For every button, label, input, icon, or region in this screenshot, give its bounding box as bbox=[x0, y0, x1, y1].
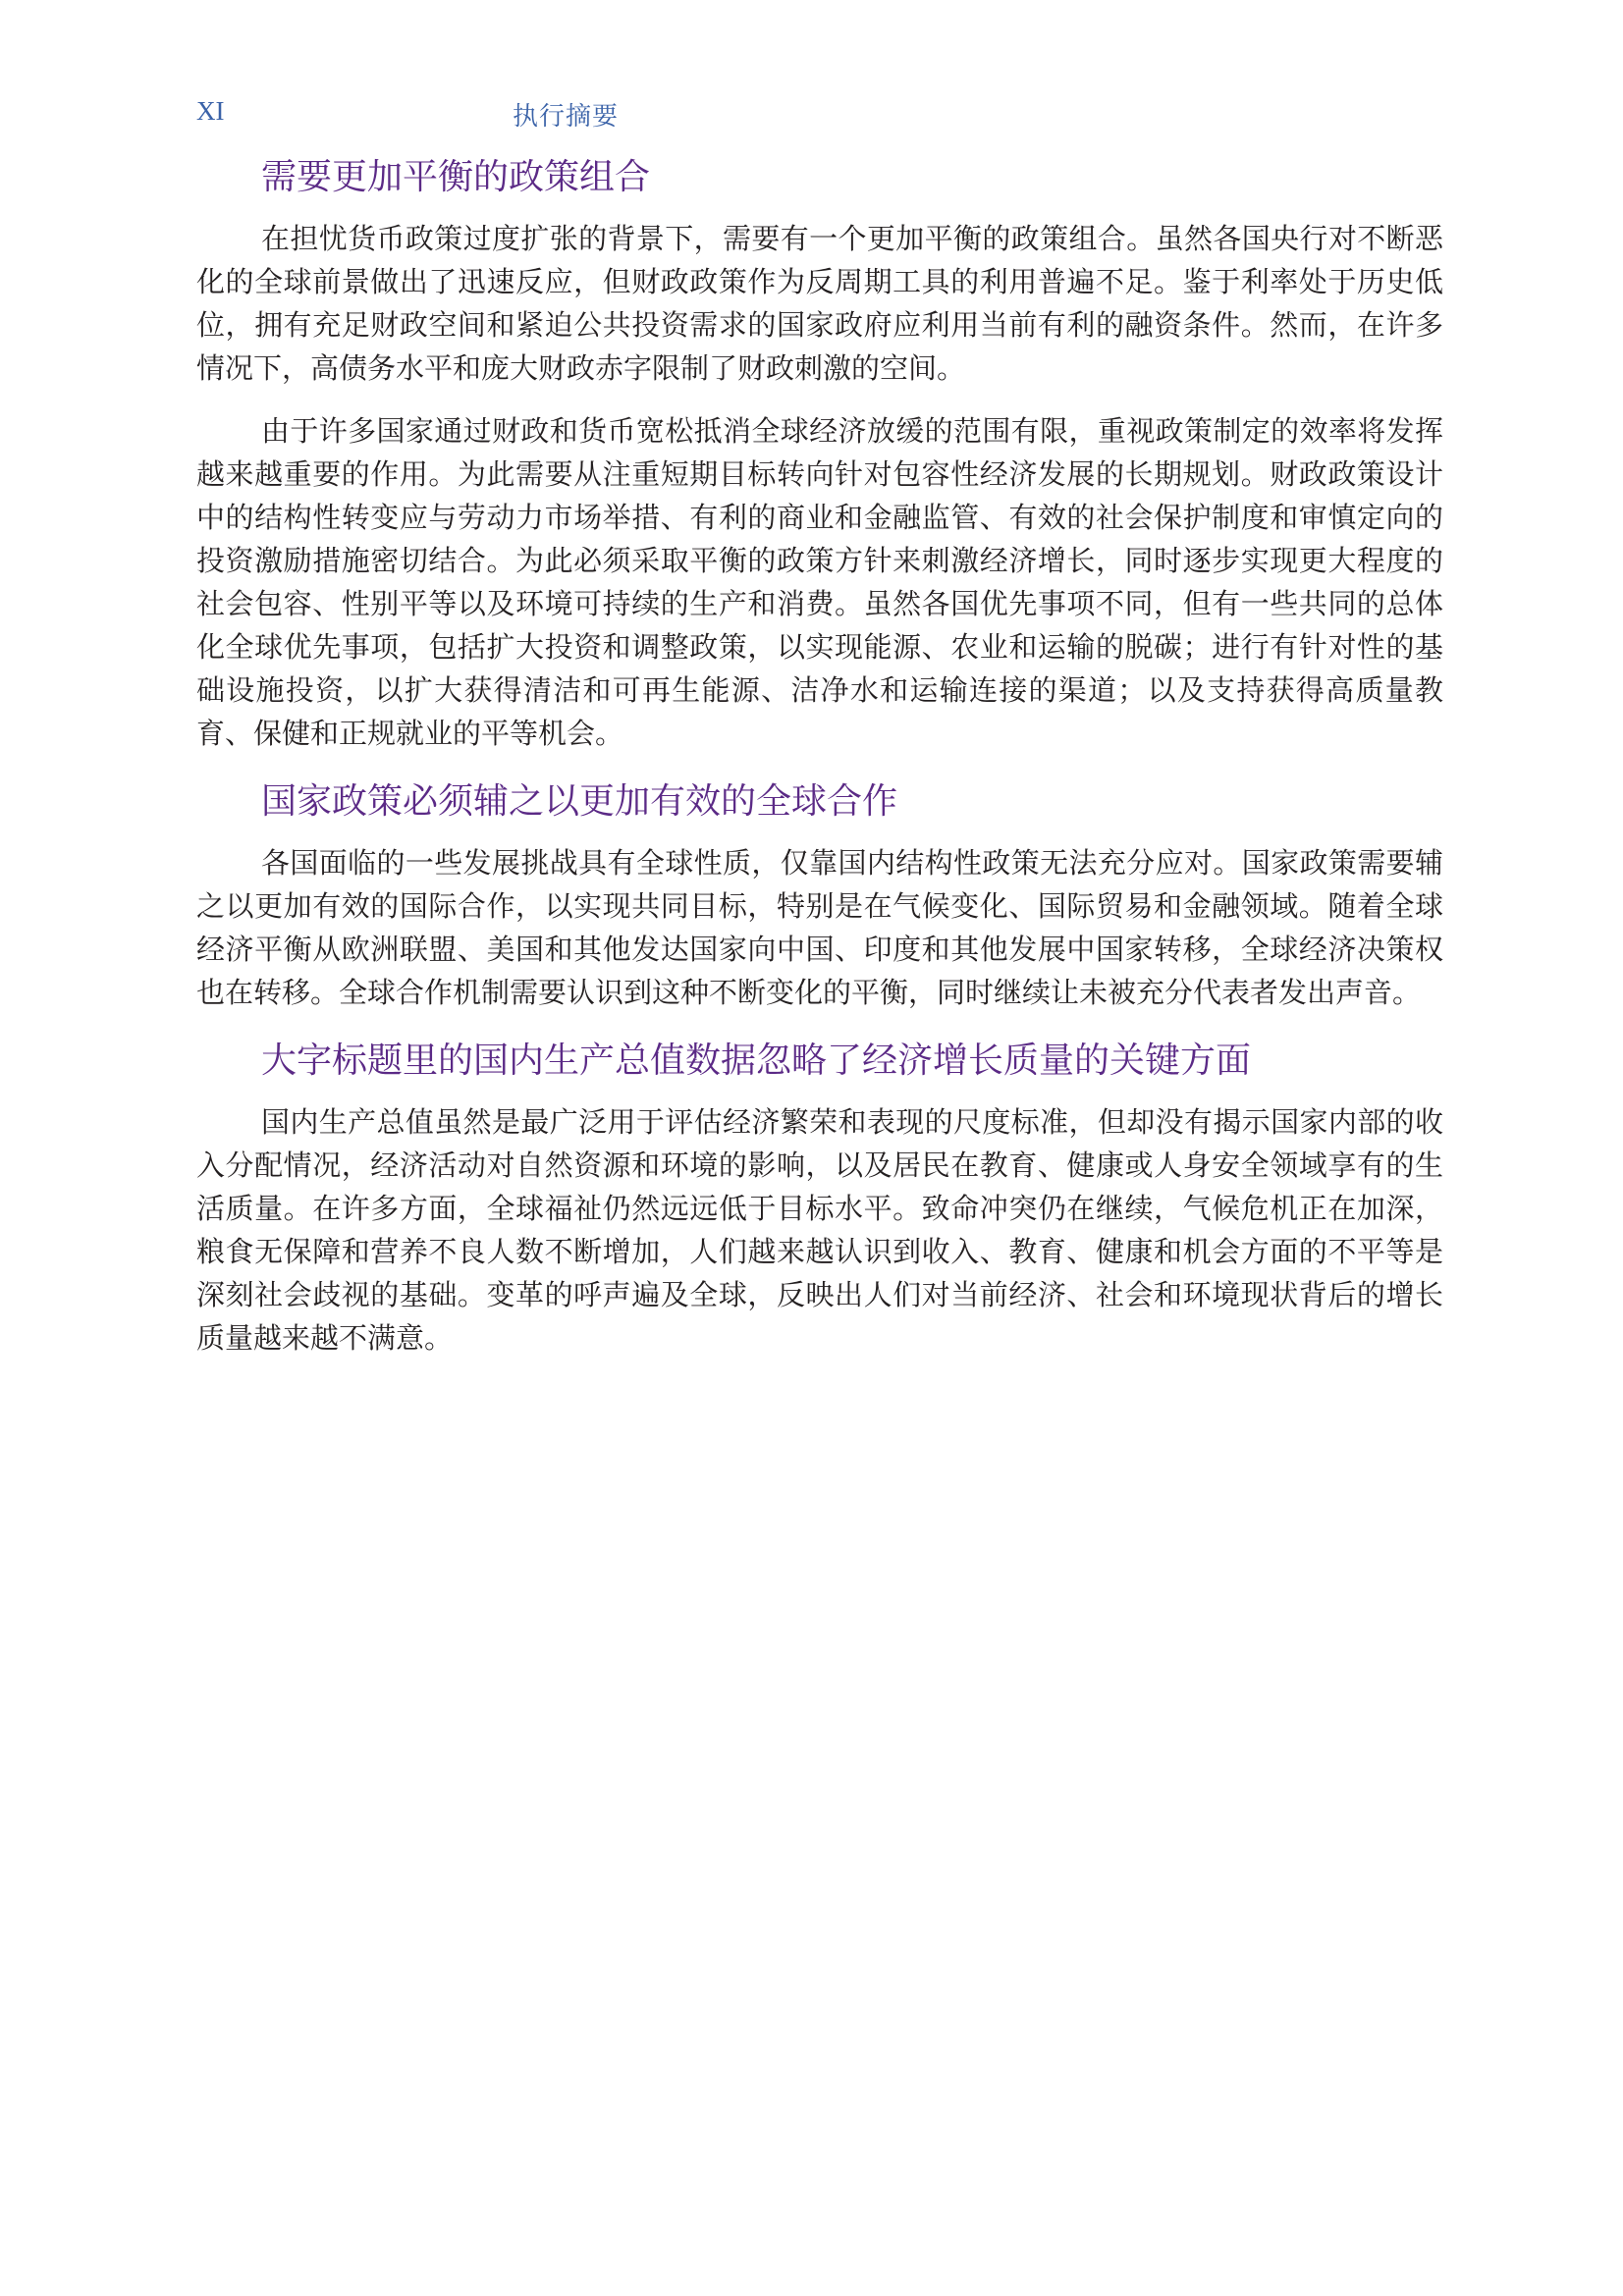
section-heading-global-cooperation: 国家政策必须辅之以更加有效的全球合作 bbox=[261, 781, 898, 822]
paragraph: 由于许多国家通过财政和货币宽松抵消全球经济放缓的范围有限，重视政策制定的效率将发挥越来越重要的作用。为此需要从注重短期目标转向针对包容性经济发展的长期规划。财政政策设计中的结构性转变应与劳动力市场举措、有利的商业和金融监管、有效的社会保护制度和审慎定向的投资激励措施密切结合。为此必须采取平衡的政策方针来刺激经济增长，同时逐步实现更大程度的社会包容、性别平等以及环境可持续的生产和消费。虽然各国优先事项不同，但有一些共同的总体化全球优先事项，包括扩大投资和调整政策，以实现能源、农业和运输的脱碳；进行有针对性的基础设施投资，以扩大获得清洁和可再生能源、洁净水和运输连接的渠道；以及支持获得高质量教育、保健和正规就业的平等机会。 bbox=[196, 414, 1443, 750]
page-number: XI bbox=[196, 96, 225, 126]
paragraph: 各国面临的一些发展挑战具有全球性质，仅靠国内结构性政策无法充分应对。国家政策需要辅之以更加有效的国际合作，以实现共同目标，特别是在气候变化、国际贸易和金融领域。随着全球经济平衡从欧洲联盟、美国和其他发达国家向中国、印度和其他发展中国家转移，全球经济决策权也在转移。全球合作机制需要认识到这种不断变化的平衡，同时继续让未被充分代表者发出声音。 bbox=[196, 846, 1443, 1009]
paragraph: 国内生产总值虽然是最广泛用于评估经济繁荣和表现的尺度标准，但却没有揭示国家内部的收入分配情况，经济活动对自然资源和环境的影响，以及居民在教育、健康或人身安全领域享有的生活质量。在许多方面，全球福祉仍然远远低于目标水平。致命冲突仍在继续，气候危机正在加深，粮食无保障和营养不良人数不断增加，人们越来越认识到收入、教育、健康和机会方面的不平等是深刻社会歧视的基础。变革的呼声遍及全球，反映出人们对当前经济、社会和环境现状背后的增长质量越来越不满意。 bbox=[196, 1105, 1443, 1355]
document-body bbox=[196, 152, 1443, 1379]
running-section-title: 执行摘要 bbox=[513, 102, 620, 132]
running-header bbox=[196, 96, 1473, 135]
section-heading-gdp-quality: 大字标题里的国内生产总值数据忽略了经济增长质量的关键方面 bbox=[261, 1041, 1252, 1081]
section-heading-balanced-policy: 需要更加平衡的政策组合 bbox=[261, 157, 651, 197]
paragraph: 在担忧货币政策过度扩张的背景下，需要有一个更加平衡的政策组合。虽然各国央行对不断恶化的全球前景做出了迅速反应，但财政政策作为反周期工具的利用普遍不足。鉴于利率处于历史低位，拥有充足财政空间和紧迫公共投资需求的国家政府应利用当前有利的融资条件。然而，在许多情况下，高债务水平和庞大财政赤字限制了财政刺激的空间。 bbox=[196, 222, 1443, 385]
